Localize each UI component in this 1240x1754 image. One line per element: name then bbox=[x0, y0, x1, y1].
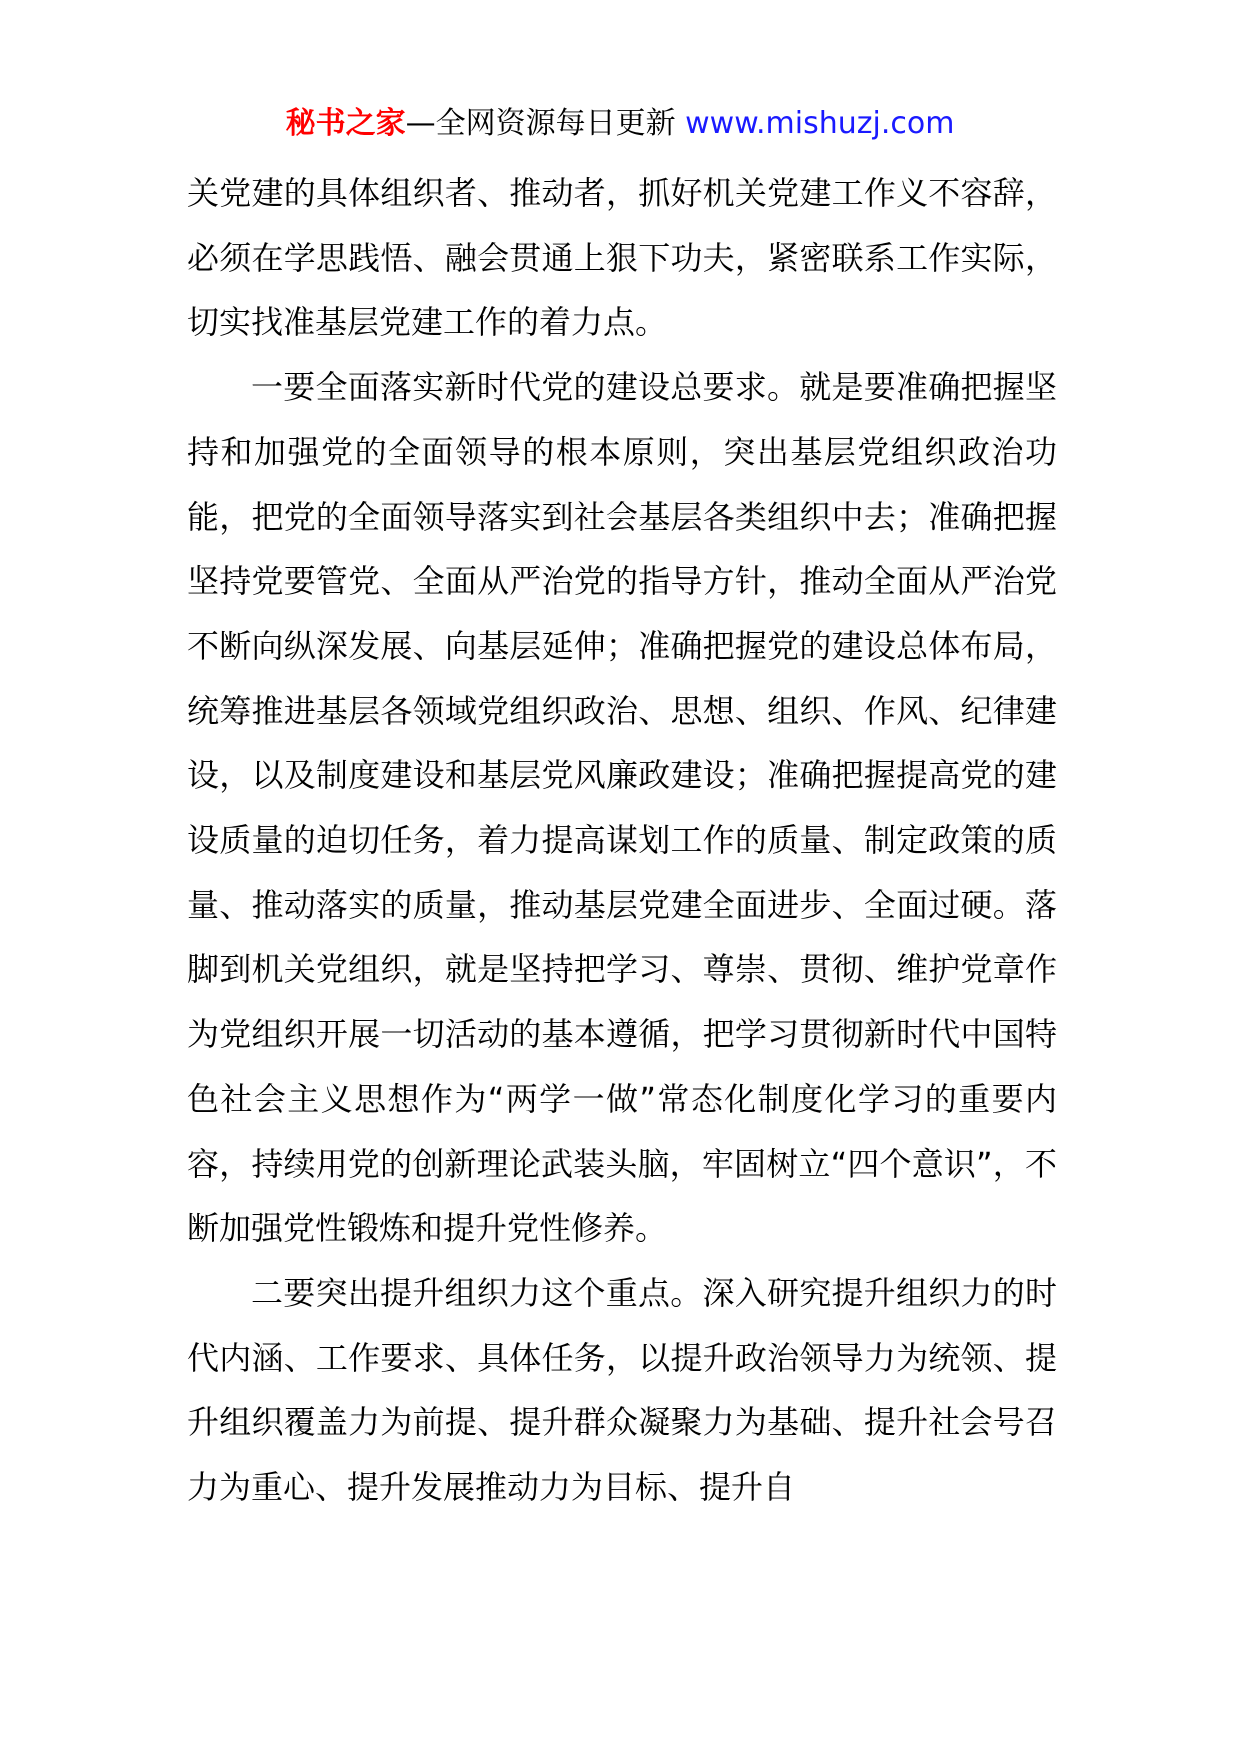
header-tagline: —全网资源每日更新 bbox=[405, 106, 676, 141]
brand-name: 秘书之家 bbox=[285, 106, 406, 141]
paragraph-continued: 关党建的具体组织者、推动者，抓好机关党建工作义不容辞，必须在学思践悟、融会贯通上狠下功夫，紧密联系工作实际，切实找准基层党建工作的着力点。 bbox=[187, 174, 1057, 342]
paragraph-point-one: 一要全面落实新时代党的建设总要求。就是要准确把握坚持和加强党的全面领导的根本原则，突出基层党组织政治功能，把党的全面领导落实到社会基层各类组织中去；准确把握坚持党要管党、全面从严治党的指导方针，推动全面从严治党不断向纵深发展、向基层延伸；准确把握党的建设总体布局，统筹推进基层各领域党组织政治、思想、组织、作风、纪律建设，以及制度建设和基层党风廉政建设；准确把握提高党的建设质量的迫切任务，着力提高谋划工作的质量、制定政策的质量、推动落实的质量，推动基层党建全面进步、全面过硬。落脚到机关党组织，就是坚持把学习、尊崇、贯彻、维护党章作为党组织开展一切活动的基本遵循，把学习贯彻新时代中国特色社会主义思想作为“两学一做”常态化制度化学习的重要内容，持续用党的创新理论武装头脑，牢固树立“四个意识”，不断加强党性锻炼和提升党性修养。 bbox=[187, 368, 1057, 1248]
paragraph-point-two: 二要突出提升组织力这个重点。深入研究提升组织力的时代内涵、工作要求、具体任务，以提升政治领导力为统领、提升组织覆盖力为前提、提升群众凝聚力为基础、提升社会号召力为重心、提升发展推动力为目标、提升自 bbox=[187, 1273, 1057, 1507]
website-link[interactable]: www.mishuzj.com bbox=[685, 106, 955, 141]
page-header bbox=[0, 100, 1240, 148]
document-body bbox=[187, 161, 1057, 1520]
